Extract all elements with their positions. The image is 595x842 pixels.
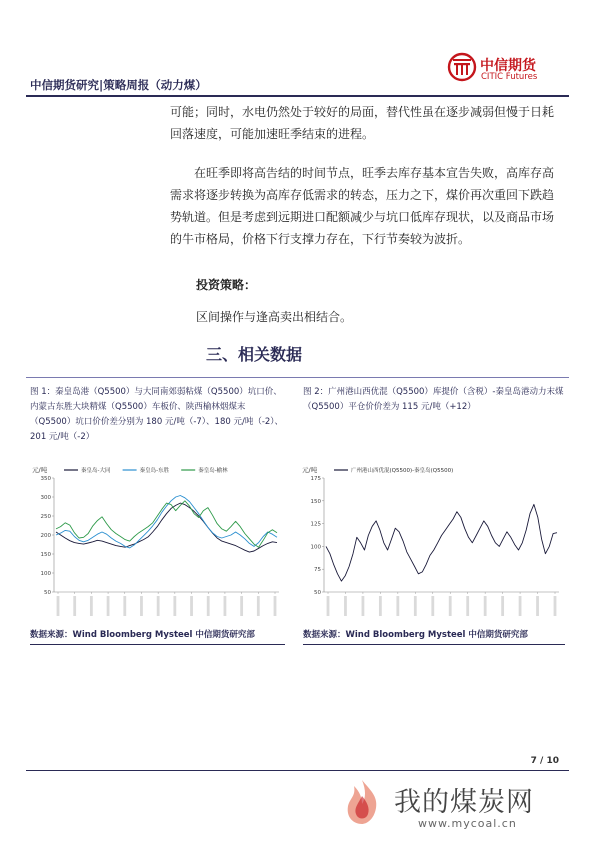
x-tick-label-mark: [224, 596, 227, 616]
y-tick-label: 125: [310, 521, 321, 528]
figure-1-caption: 图 1：秦皇岛港（Q5500）与大同南郊弱粘煤（Q5500）坑口价、内蒙古东胜大块精煤（Q5500）车板价、陕西榆林烟煤末（Q5500）坑口价价差分别为 180 元/吨（-7）、180 元/吨（-2）、201 元/吨（-2）: [30, 387, 284, 442]
x-tick-label-mark: [466, 596, 469, 616]
figure-1-chart: [30, 462, 285, 622]
x-tick-label-mark: [327, 596, 330, 616]
legend-entry: 秦皇岛-榆林: [198, 468, 228, 474]
y-tick-label: 75: [314, 567, 321, 574]
y-tick-label: 350: [40, 476, 51, 482]
report-header-title: 中信期货研究|策略周报（动力煤）: [30, 78, 207, 92]
figure-2-caption: 图 2：广州港山西优混（Q5500）库提价（含税）-秦皇岛港动力末煤（Q5500）平仓价价差为 115 元/吨（+12）: [303, 387, 564, 412]
x-tick-label-mark: [90, 596, 93, 616]
watermark-site-name: 我的煤炭网: [394, 787, 534, 818]
legend-entry: 秦皇岛-东胜: [139, 468, 170, 474]
x-tick-label-mark: [449, 596, 452, 616]
logo-name-cn: 中信期货: [480, 58, 536, 74]
x-tick-label-mark: [484, 596, 487, 616]
flame-icon: [340, 778, 384, 826]
x-tick-label-mark: [57, 596, 60, 616]
y-tick-label: 175: [310, 476, 321, 482]
figure-1-source-divider: [30, 644, 285, 645]
x-tick-label-mark: [431, 596, 434, 616]
x-tick-label-mark: [344, 596, 347, 616]
x-tick-label-mark: [362, 596, 365, 616]
legend-entry: 广州港山西优混(Q5500)-秦皇岛(Q5500): [351, 468, 454, 474]
x-tick-label-mark: [73, 596, 76, 616]
y-tick-label: 150: [40, 552, 51, 558]
x-tick-label-mark: [140, 596, 143, 616]
body-paragraph-1: 可能；同时，水电仍然处于较好的局面，替代性虽在逐步减弱但慢于日耗回落速度，可能加速旺季结束的进程。: [170, 105, 555, 141]
x-tick-label-mark: [519, 596, 522, 616]
legend-entry: 秦皇岛-大同: [81, 468, 111, 474]
x-tick-label-mark: [396, 596, 399, 616]
y-tick-label: 100: [310, 544, 321, 551]
y-axis-unit: 元/吨: [302, 466, 318, 474]
y-tick-label: 250: [40, 514, 51, 520]
x-tick-label-mark: [107, 596, 110, 616]
strategy-text: 区间操作与逢高卖出相结合。: [196, 310, 353, 324]
section-heading: 三、相关数据: [206, 345, 303, 364]
x-tick-label-mark: [274, 596, 277, 616]
x-tick-label-mark: [379, 596, 382, 616]
citic-logo: [447, 52, 577, 88]
header-divider: [26, 95, 569, 97]
series-line: [56, 501, 277, 547]
footer-divider: [26, 770, 569, 771]
y-tick-label: 200: [40, 533, 51, 539]
section-divider: [26, 377, 569, 378]
figure-1-source: 数据来源：Wind Bloomberg Mysteel 中信期货研究部: [30, 630, 255, 640]
x-tick-label-mark: [157, 596, 160, 616]
citic-emblem-icon: [447, 52, 477, 82]
strategy-heading: 投资策略：: [196, 278, 257, 292]
x-tick-label-mark: [190, 596, 193, 616]
y-tick-label: 150: [310, 498, 321, 505]
logo-name-en: CITIC Futures: [481, 72, 538, 82]
y-tick-label: 50: [314, 590, 321, 596]
x-tick-label-mark: [501, 596, 504, 616]
figure-2-source-divider: [303, 644, 565, 645]
x-tick-label-mark: [536, 596, 539, 616]
x-tick-label-mark: [240, 596, 243, 616]
watermark-site-url: www.mycoal.cn: [418, 817, 517, 830]
x-tick-label-mark: [123, 596, 126, 616]
figure-2-chart: [300, 462, 565, 622]
x-tick-label-mark: [414, 596, 417, 616]
x-tick-label-mark: [554, 596, 557, 616]
body-paragraph-2: 在旺季即将高告结的时间节点，旺季去库存基本宣告失败，高库存高需求将逐步转换为高库存低需求的转态，压力之下，煤价再次重回下跌趋势轨道。但是考虑到远期进口配额减少与坑口低库存现状，以及商品市场的牛市格局，价格下行支撑力存在，下行节奏较为波折。: [170, 166, 555, 246]
y-tick-label: 100: [40, 571, 51, 577]
series-line: [56, 503, 277, 552]
figure-2-source: 数据来源：Wind Bloomberg Mysteel 中信期货研究部: [303, 630, 528, 640]
page-number: 7 / 10: [530, 756, 559, 766]
series-line: [326, 504, 557, 581]
x-tick-label-mark: [257, 596, 260, 616]
y-axis-unit: 元/吨: [32, 466, 48, 474]
y-tick-label: 50: [44, 590, 51, 596]
y-tick-label: 300: [40, 495, 51, 501]
x-tick-label-mark: [207, 596, 210, 616]
x-tick-label-mark: [173, 596, 176, 616]
